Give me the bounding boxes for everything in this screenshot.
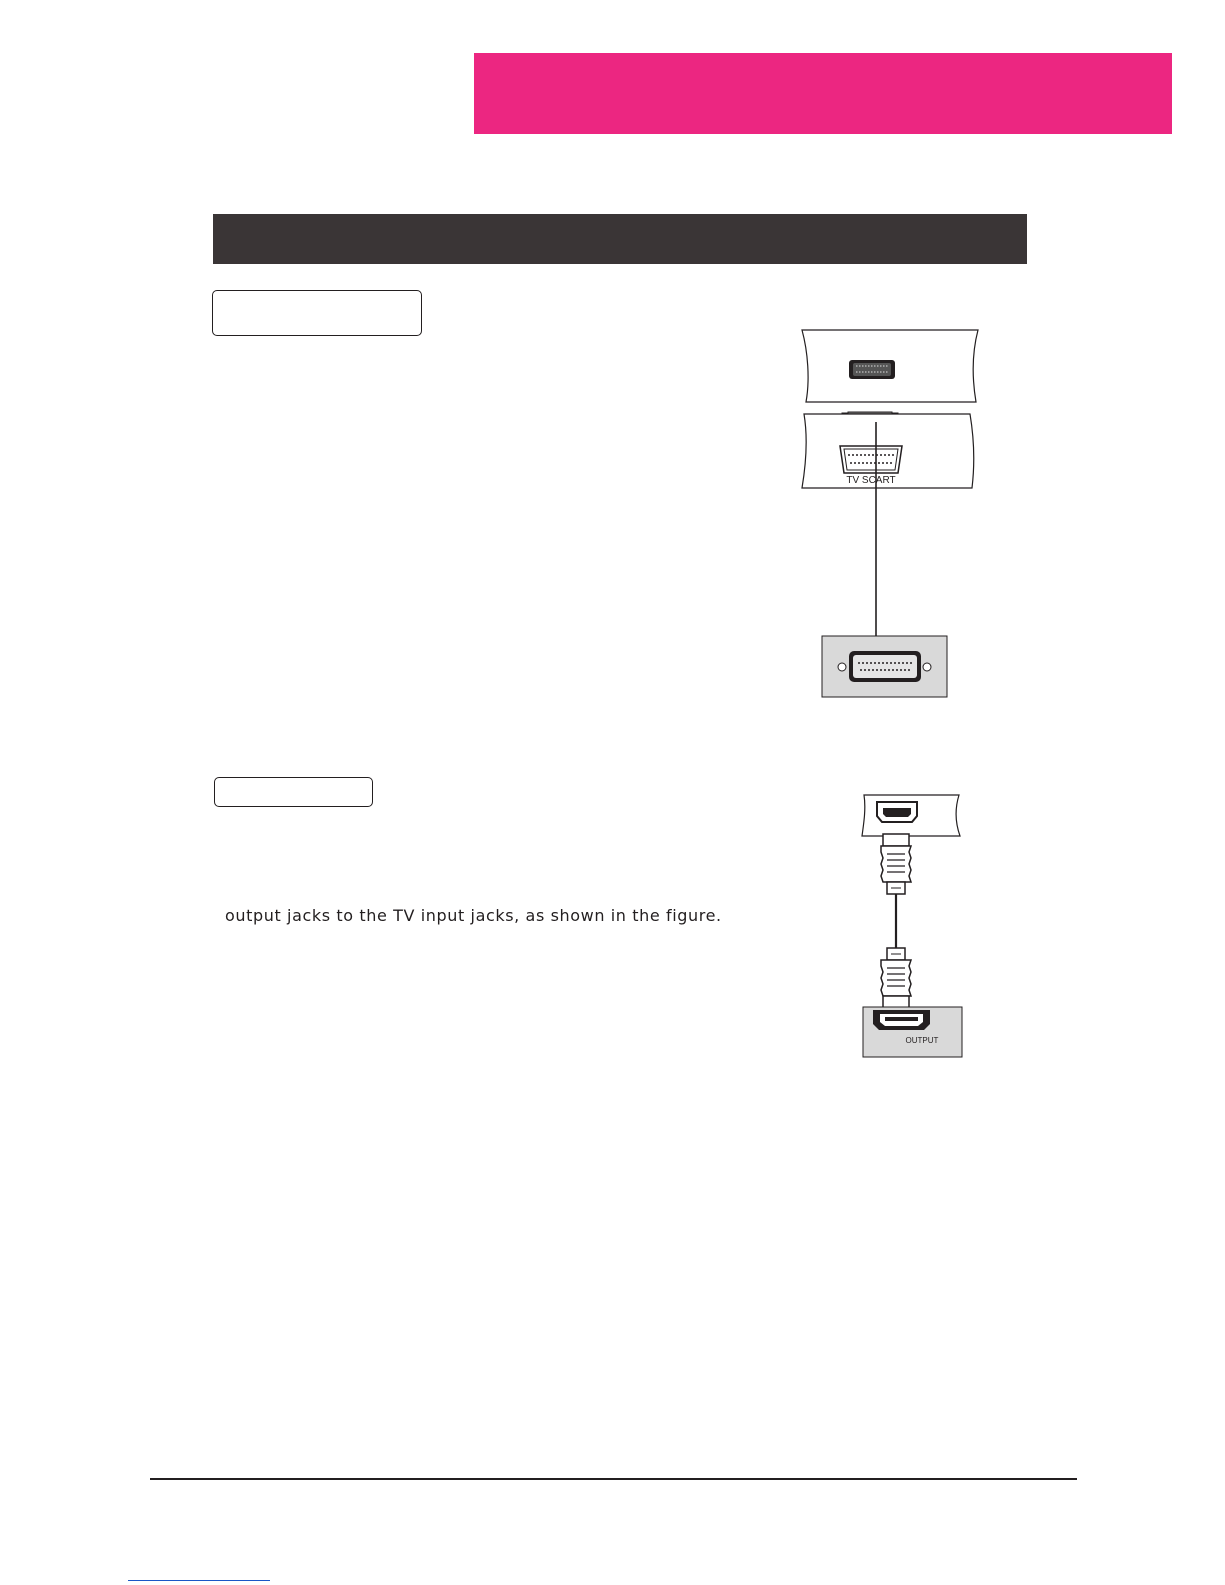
section-title-bar bbox=[213, 214, 1027, 264]
hdmi-output-label: OUTPUT bbox=[905, 1036, 939, 1045]
bottom-link-underline bbox=[128, 1580, 270, 1581]
tv-scart-label: TV SCART bbox=[846, 475, 896, 486]
player-scart-socket-icon bbox=[840, 446, 902, 473]
hdmi-plug-lower-icon bbox=[881, 948, 911, 1008]
tv-hdmi-port-icon bbox=[877, 802, 917, 822]
hdmi-plug-upper-icon bbox=[881, 834, 911, 894]
hdmi-connection-label-box bbox=[214, 777, 373, 807]
device-hdmi-port-icon bbox=[873, 1010, 930, 1030]
hdmi-connection-diagram bbox=[860, 790, 970, 1060]
scart-connection-diagram bbox=[800, 328, 995, 710]
header-banner bbox=[474, 53, 1172, 134]
scart-connection-label-box bbox=[212, 290, 422, 336]
hdmi-instruction-text: output jacks to the TV input jacks, as shown in the figure. bbox=[225, 906, 722, 925]
tv-scart-socket-icon bbox=[849, 360, 895, 379]
device-scart-socket-icon bbox=[838, 651, 931, 682]
footer-rule bbox=[150, 1478, 1077, 1480]
